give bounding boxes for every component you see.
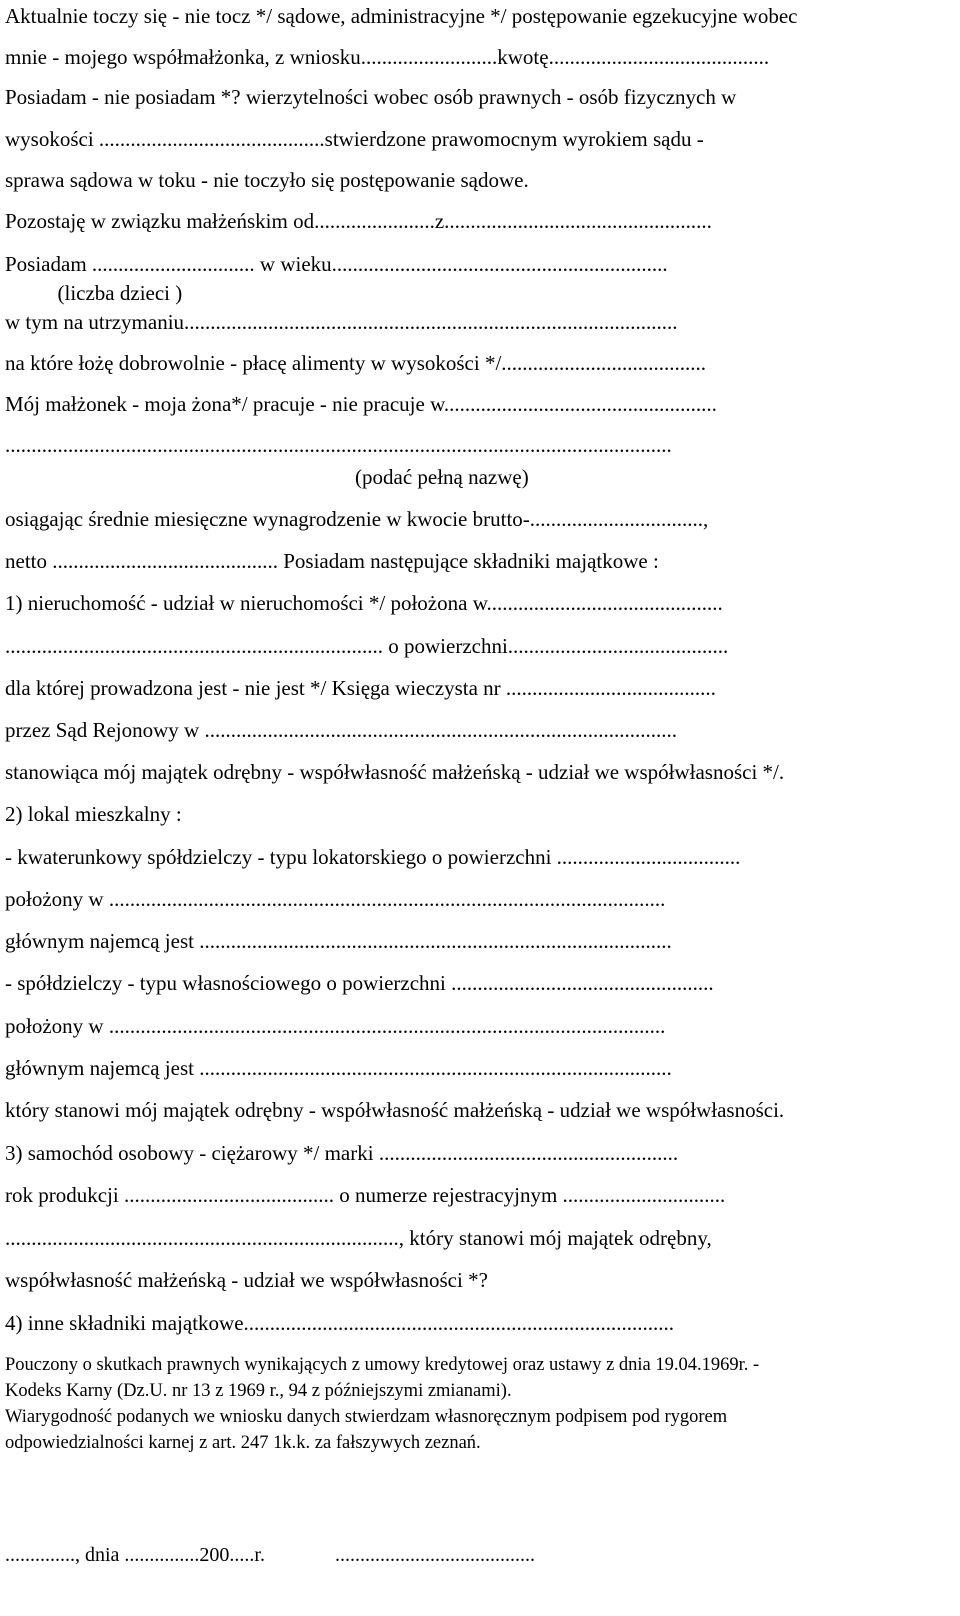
text-line: na które łożę dobrowolnie - płacę alimenty w wysokości */.......................................: [5, 351, 707, 375]
text-line: w tym na utrzymaniu..............................................................................................: [5, 310, 678, 334]
footer-line: Kodeks Karny (Dz.U. nr 13 z 1969 r., 94 z późniejszymi zmianami).: [5, 1381, 512, 1401]
text-line: 1) nieruchomość - udział w nieruchomości */ położona w.............................................: [5, 591, 723, 615]
footer-line: Wiarygodność podanych we wniosku danych stwierdzam własnoręcznym podpisem pod rygorem: [5, 1407, 728, 1427]
text-line: sprawa sądowa w toku - nie toczyło się postępowanie sądowe.: [5, 168, 529, 192]
text-line: głównym najemcą jest ..........................................................................................: [5, 1056, 672, 1080]
text-line: Pozostaję w związku małżeńskim od.......................z...................................................: [5, 209, 712, 233]
text-line: przez Sąd Rejonowy w ..........................................................................................: [5, 718, 677, 742]
footer-line: odpowiedzialności karnej z art. 247 1k.k. za fałszywych zeznań.: [5, 1433, 481, 1453]
text-line: 3) samochód osobowy - ciężarowy */ marki .........................................................: [5, 1141, 679, 1165]
text-line: dla której prowadzona jest - nie jest */ Księga wieczysta nr ........................................: [5, 676, 716, 700]
text-line: 2) lokal mieszkalny :: [5, 802, 182, 826]
text-line: Posiadam - nie posiadam *? wierzytelności wobec osób prawnych - osób fizycznych w: [5, 85, 737, 109]
text-line: stanowiąca mój majątek odrębny - współwłasność małżeńską - udział we współwłasności */.: [5, 760, 785, 784]
signature-date-line: .............., dnia ...............200.....r. ........................................: [5, 1544, 535, 1566]
text-line: - kwaterunkowy spółdzielczy - typu lokatorskiego o powierzchni ...................................: [5, 845, 741, 869]
text-line: głównym najemcą jest ..........................................................................................: [5, 929, 672, 953]
text-line: ..........................................................................., który stanowi mój majątek odrębny,: [5, 1226, 712, 1250]
text-line: współwłasność małżeńską - udział we współwłasności *?: [5, 1268, 488, 1292]
text-line: osiągając średnie miesięczne wynagrodzenie w kwocie brutto-.................................,: [5, 507, 709, 531]
text-line: Mój małżonek - moja żona*/ pracuje - nie pracuje w....................................................: [5, 392, 717, 416]
text-line: rok produkcji ........................................ o numerze rejestracyjnym ...............................: [5, 1183, 726, 1207]
text-line: - spółdzielczy - typu własnościowego o powierzchni ..................................................: [5, 971, 714, 995]
text-line: (liczba dzieci ): [5, 281, 183, 305]
text-line: ........................................................................ o powierzchni..........................................: [5, 634, 729, 658]
text-line: ...............................................................................................................................: [5, 433, 672, 457]
text-line: który stanowi mój majątek odrębny - współwłasność małżeńską - udział we współwłasności.: [5, 1098, 785, 1122]
text-line: (podać pełną nazwę): [355, 465, 529, 489]
text-line: położony w ..........................................................................................................: [5, 887, 666, 911]
footer-line: Pouczony o skutkach prawnych wynikających z umowy kredytowej oraz ustawy z dnia 19.04.1969r. -: [5, 1355, 760, 1375]
text-line: położony w ..........................................................................................................: [5, 1014, 666, 1038]
text-line: netto ........................................... Posiadam następujące składniki majątkowe :: [5, 549, 659, 573]
text-line: mnie - mojego współmałżonka, z wniosku..........................kwotę..........................................: [5, 45, 770, 69]
text-line: 4) inne składniki majątkowe..................................................................................: [5, 1311, 675, 1335]
text-line: Posiadam ............................... w wieku................................................................: [5, 252, 668, 276]
text-line: wysokości ...........................................stwierdzone prawomocnym wyrokiem sądu -: [5, 127, 704, 151]
text-line: Aktualnie toczy się - nie tocz */ sądowe, administracyjne */ postępowanie egzekucyjne wobec: [5, 4, 798, 28]
